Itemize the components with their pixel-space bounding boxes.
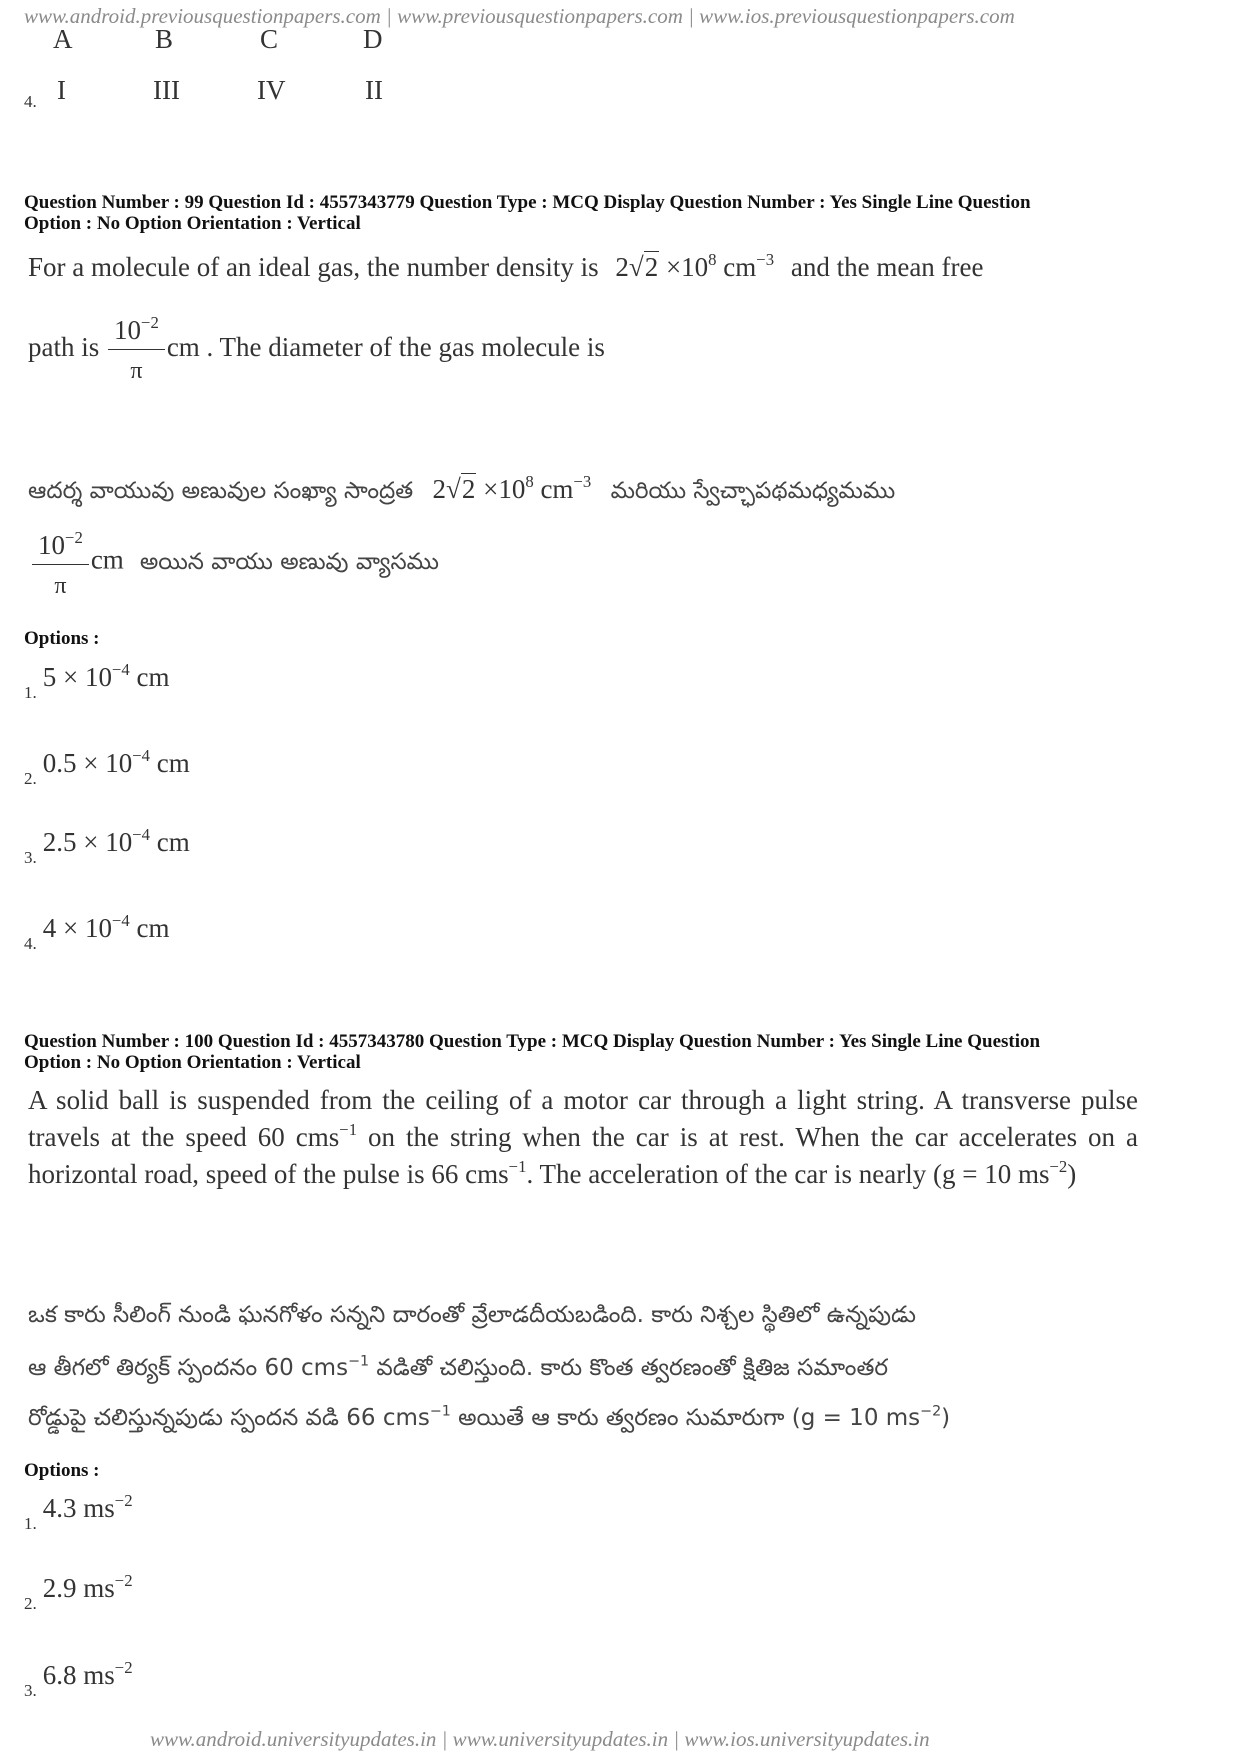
q99-text: cm . The diameter of the gas molecule is bbox=[166, 332, 605, 363]
q99-option[interactable] bbox=[24, 746, 190, 788]
q100-telugu-line1: ఒక కారు సీలింగ్ నుండి ఘనగోళం సన్నని దారంతో వ్రేలాడదీయబడింది. కారు నిశ్చల స్థితిలో ఉన్నపుడు bbox=[28, 1302, 917, 1328]
option-value: 4.3 $ms^{-2}$ bbox=[42, 1491, 133, 1523]
q99-meta-line1: Question Number : 99 Question Id : 4557343779 Question Type : MCQ Display Question Number : Yes Single Line Question bbox=[24, 192, 1031, 213]
q100-meta bbox=[24, 1031, 1224, 1073]
q100-telugu-line3: రోడ్డుపై చలిస్తున్నపుడు స్పందన వడి 66 cms$^{-1}$ అయితే ఆ కారు త్వరణం సుమారుగా (g = 10 $ms^{-2}$) bbox=[28, 1403, 951, 1431]
match-header-b: B bbox=[155, 24, 174, 54]
watermark-bottom: www.android.universityupdates.in | www.universityupdates.in | www.ios.universityupdates.in bbox=[150, 1727, 930, 1751]
q99-telugu-line1 bbox=[28, 474, 895, 510]
option-value: $2.5 \times 10^{-4}$ cm bbox=[42, 825, 190, 857]
option-value: $0.5 \times 10^{-4}$ cm bbox=[42, 746, 190, 778]
match-header-a: A bbox=[53, 24, 73, 54]
q100-options-label: Options : bbox=[24, 1460, 100, 1481]
q99-unit: cm bbox=[90, 544, 124, 575]
q99-option[interactable] bbox=[24, 660, 170, 702]
q100-option[interactable] bbox=[24, 1491, 133, 1533]
q99-meta bbox=[24, 192, 1224, 234]
watermark-top: www.android.previousquestionpapers.com | www.previousquestionpapers.com | www.ios.previousquestionpapers.com bbox=[24, 4, 1015, 28]
q99-meta-line2: Option : No Option Orientation : Vertical bbox=[24, 213, 361, 234]
q100-option[interactable] bbox=[24, 1658, 133, 1700]
number-density-expression: $2√2 \times 10^8$ $cm^{-3}$ bbox=[615, 250, 775, 282]
number-density-expression: $2√2 \times 10^8$ $cm^{-3}$ bbox=[432, 472, 592, 504]
option-number: 3. bbox=[24, 848, 37, 867]
match-cell: IV bbox=[257, 75, 286, 105]
match-header-d: D bbox=[363, 24, 383, 54]
q99-telugu-line2 bbox=[30, 530, 439, 600]
option-number: 2. bbox=[24, 769, 37, 788]
option-number: 3. bbox=[24, 1681, 37, 1700]
option-value: $5 \times 10^{-4}$ cm bbox=[42, 660, 170, 692]
q99-telugu-text: మరియు స్వేచ్ఛాపథమధ్యమము bbox=[610, 478, 896, 504]
q100-meta-line1: Question Number : 100 Question Id : 4557343780 Question Type : MCQ Display Question Number : Yes Single Line Question bbox=[24, 1031, 1041, 1052]
option-number: 1. bbox=[24, 1514, 37, 1533]
option-value: 2.9 $ms^{-2}$ bbox=[42, 1571, 133, 1603]
q99-english-line1 bbox=[28, 252, 984, 283]
q99-english-line2 bbox=[28, 315, 605, 385]
option-number: 2. bbox=[24, 1594, 37, 1613]
q99-telugu-text: అయిన వాయు అణువు వ్యాసము bbox=[139, 548, 439, 575]
q100-meta-line2: Option : No Option Orientation : Vertical bbox=[24, 1052, 361, 1073]
q99-text: For a molecule of an ideal gas, the number density is bbox=[28, 252, 599, 282]
option-number: 4. bbox=[24, 934, 37, 953]
q99-option[interactable] bbox=[24, 911, 170, 953]
option-number: 1. bbox=[24, 683, 37, 702]
q100-english-text: A solid ball is suspended from the ceiling of a motor car through a light string. A transverse pulse travels at the speed 60 cms$^{-1}$ on the string when the car is at rest. When the car accelerates on a horizontal road, speed of the pulse is 66 cms$^{-1}$. The acceleration of the car is nearly (g = 10 $ms^{-2}$) bbox=[28, 1085, 1138, 1189]
q100-telugu-line2: ఆ తీగలో తిర్యక్ స్పందనం 60 cms$^{-1}$ వడితో చలిస్తుంది. కారు కొంత త్వరణంతో క్షితిజ సమాంతర bbox=[28, 1353, 888, 1381]
q99-options-label: Options : bbox=[24, 628, 100, 649]
q99-option[interactable] bbox=[24, 825, 190, 867]
option-value: 6.8 $ms^{-2}$ bbox=[42, 1658, 133, 1690]
mean-free-path-fraction: $\frac{10^{-2}}{\pi}$ bbox=[108, 315, 165, 385]
q99-telugu-text: ఆదర్శ వాయువు అణువుల సంఖ్యా సాంద్రత bbox=[28, 478, 414, 504]
mean-free-path-fraction: $\frac{10^{-2}}{\pi}$ bbox=[32, 530, 89, 600]
match-cell: II bbox=[365, 75, 383, 105]
q100-option[interactable] bbox=[24, 1571, 133, 1613]
option-number: 4. bbox=[24, 92, 37, 111]
q99-text: and the mean free bbox=[790, 252, 984, 282]
match-cell: I bbox=[57, 75, 66, 105]
match-header-c: C bbox=[260, 24, 279, 54]
match-cell: III bbox=[153, 75, 180, 105]
q99-text: path is bbox=[28, 332, 100, 363]
option-value: $4 \times 10^{-4}$ cm bbox=[42, 911, 170, 943]
